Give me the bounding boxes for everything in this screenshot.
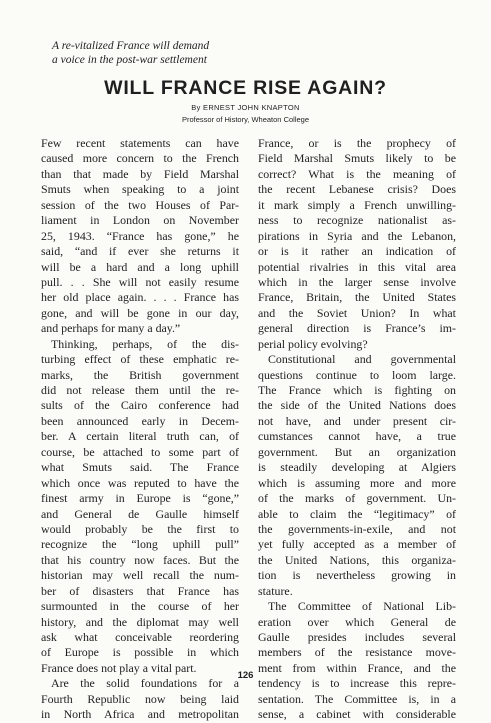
- page-number: 126: [237, 670, 254, 681]
- kicker-line-1: A re-vitalized France will demand: [52, 40, 210, 52]
- text-line: and General de Gaulle himself: [41, 506, 239, 521]
- text-line: pirations in Syria and the Lebanon,: [258, 228, 456, 243]
- text-line: ber of disasters that France has: [41, 583, 239, 598]
- text-line: ness to recognize nationalist as-: [258, 213, 456, 228]
- text-line: course, be attached to some part of: [41, 444, 239, 459]
- text-line: and perhaps for many a day.”: [41, 321, 181, 336]
- text-line: Fourth Republic now being laid: [41, 691, 239, 706]
- kicker: [52, 40, 209, 67]
- text-line: it mark simply a French unwilling-: [258, 197, 456, 212]
- text-line: will be a hard and a long uphill: [41, 259, 239, 274]
- text-line: of the marks of government. Un-: [258, 491, 456, 506]
- text-line: correct? What is the meaning of: [258, 166, 456, 181]
- text-line: or is it rather an indication of: [258, 244, 456, 259]
- text-line: yet fully accepted as a member of: [258, 537, 456, 552]
- text-line: tion is nevertheless growing in: [258, 568, 456, 583]
- text-line: said, “and if ever she returns it: [41, 244, 239, 259]
- text-line: ment from within France, and the: [258, 660, 456, 675]
- article-title: WILL FRANCE RISE AGAIN?: [104, 77, 387, 99]
- text-line: pull. . . She will not easily resume: [41, 274, 239, 289]
- text-line: which in the larger sense involve: [258, 274, 456, 289]
- text-line: the recent Lebanese crisis? Does: [258, 182, 456, 197]
- text-line: members of the resistance move-: [258, 645, 456, 660]
- text-line: sentation. The Committee is, in a: [258, 691, 456, 706]
- text-line: turbing effect of these emphatic re-: [41, 352, 239, 367]
- kicker-line-2: a voice in the post-war settlement: [52, 53, 207, 66]
- text-line: gone, and will be gone in our day,: [41, 305, 239, 320]
- left-column: [41, 136, 239, 723]
- text-line: the side of the United Nations does: [258, 398, 456, 413]
- text-line: marks, the British government: [41, 367, 239, 382]
- text-line: questions continue to loom large.: [258, 367, 456, 382]
- text-line: would probably be the first to: [41, 521, 239, 536]
- text-line: did not release them until the re-: [41, 383, 239, 397]
- text-line: the governments-in-exile, and not: [258, 521, 456, 536]
- text-line: not have, and under present cir-: [258, 413, 456, 428]
- text-line: which is assuming more and more: [258, 475, 456, 490]
- text-line: Few recent statements can have: [41, 136, 239, 150]
- text-line: what Smuts said. The France: [41, 460, 239, 475]
- text-line: historian may well recall the num-: [41, 568, 239, 583]
- text-line: in North Africa and metropolitan: [41, 707, 239, 722]
- text-line: which once was reputed to have the: [41, 475, 239, 490]
- text-line: session of the two Houses of Par-: [41, 197, 239, 212]
- text-line: France, or is the prophecy of: [258, 136, 456, 150]
- text-line: sults of the Cairo conference had: [41, 398, 239, 413]
- text-line: liament in London on November: [41, 213, 239, 228]
- right-column: [258, 136, 456, 723]
- text-line: potential rivalries in this vital area: [258, 259, 456, 274]
- text-line: recognize the “long uphill pull”: [41, 537, 239, 552]
- text-line: Smuts when speaking to a joint: [41, 182, 239, 197]
- text-line: perial policy evolving?: [258, 336, 368, 351]
- text-line: general direction is France’s im-: [258, 321, 456, 336]
- text-line: France, Britain, the United States: [258, 290, 456, 305]
- text-line: Field Marshal Smuts likely to be: [258, 151, 456, 166]
- text-line: France does not play a vital part.: [41, 660, 197, 675]
- text-line: able to claim the “legitimacy” of: [258, 506, 456, 521]
- text-line: 25, 1943. “France has gone,” he: [41, 228, 239, 243]
- text-line: government. But an organization: [258, 444, 456, 459]
- text-line: that his country now faces. But the: [41, 552, 239, 567]
- text-line: her old place again. . . . France has: [41, 290, 239, 305]
- text-line: Constitutional and governmental: [268, 352, 456, 367]
- text-line: ask what conceivable reordering: [41, 630, 239, 644]
- text-line: than that made by Field Marshal: [41, 166, 239, 181]
- byline: By ERNEST JOHN KNAPTON: [191, 103, 300, 112]
- text-line: eration over which General de: [258, 614, 456, 629]
- text-line: finest army in Europe is “gone,”: [41, 491, 239, 506]
- text-line: stature.: [258, 583, 293, 598]
- text-line: is steadily developing at Algiers: [258, 460, 456, 475]
- text-line: The France which is fighting on: [258, 383, 456, 397]
- text-line: and the Soviet Union? In what: [258, 305, 456, 320]
- text-line: tendency is to increase this repre-: [258, 676, 456, 691]
- author-affiliation: Professor of History, Wheaton College: [182, 115, 309, 124]
- text-line: surmounted in the course of her: [41, 599, 239, 614]
- text-line: The Committee of National Lib-: [268, 599, 456, 614]
- text-line: caused more concern to the French: [41, 151, 239, 166]
- text-line: been announced early in Decem-: [41, 413, 239, 428]
- text-line: Thinking, perhaps, of the dis-: [51, 336, 239, 351]
- text-line: of Europe is possible in which: [41, 645, 239, 660]
- text-line: ber. A certain literal truth can, of: [41, 429, 239, 444]
- text-line: the United Nations, this organiza-: [258, 552, 456, 567]
- text-line: sense, a cabinet with considerable: [258, 707, 456, 722]
- text-line: Are the solid foundations for a: [51, 676, 239, 691]
- text-line: cumstances cannot have, a true: [258, 429, 456, 444]
- text-line: history, and the diplomat may well: [41, 614, 239, 629]
- text-line: Gaulle presides includes several: [258, 630, 456, 644]
